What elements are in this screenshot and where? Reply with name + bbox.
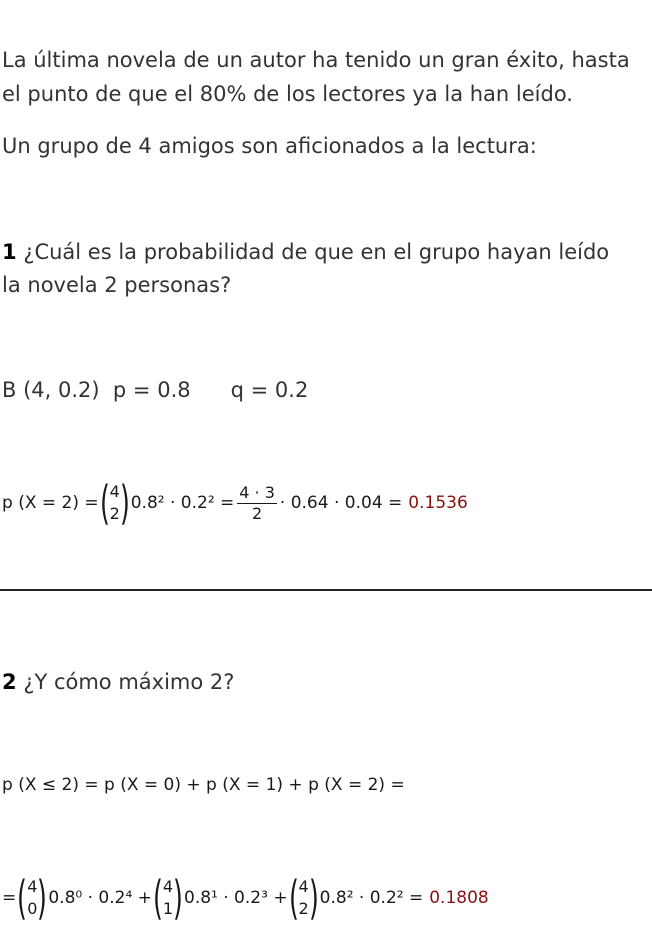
intro-line-3: Un grupo de 4 amigos son aficionados a la lectura: [2, 134, 537, 158]
term-1-powers: 0.8⁰ · 0.2⁴ + [48, 888, 152, 908]
binom-top: 4 [109, 482, 120, 501]
term-3-powers: 0.8² · 0.2² = [319, 888, 424, 908]
question-1-line-1 [2, 235, 609, 269]
question-1-number: 1 [2, 240, 17, 264]
formula-q1-result: 0.1536 [408, 493, 468, 513]
binom-bottom: 2 [109, 504, 120, 523]
formula-q1-powers: 0.8² · 0.2² = [130, 493, 235, 513]
formula-q2-line-1-text: p (X ≤ 2) = p (X = 0) + p (X = 1) + p (X = 2) = [2, 775, 405, 795]
binom-3-bottom: 2 [298, 899, 309, 918]
binomial-coefficient-2: ( 4 1 ) [152, 871, 183, 925]
formula-q2-line-1 [2, 775, 405, 795]
term-2-powers: 0.8¹ · 0.2³ + [184, 888, 288, 908]
question-2-number: 2 [2, 670, 17, 694]
binom-1-top: 4 [27, 877, 38, 896]
binom-1-bottom: 0 [27, 899, 38, 918]
question-1-line-2: la novela 2 personas? [2, 273, 232, 297]
divider [0, 589, 652, 591]
formula-q1-lhs: p (X = 2) = [2, 493, 99, 513]
binomial-coefficient-1: ( 4 0 ) [17, 871, 48, 925]
binomial-parameters: B (4, 0.2) p = 0.8 q = 0.2 [2, 378, 309, 402]
question-2-text: ¿Y cómo máximo 2? [23, 670, 235, 694]
binom-2-top: 4 [162, 877, 174, 896]
question-2 [2, 665, 234, 699]
question-1-text: ¿Cuál es la probabilidad de que en el grupo hayan leído [23, 240, 610, 264]
intro-line-2: el punto de que el 80% de los lectores ya la han leído. [2, 82, 573, 106]
binom-3-top: 4 [298, 877, 309, 896]
binomial-coefficient: ( 4 2 ) [99, 476, 130, 530]
intro-line-1: La última novela de un autor ha tenido un gran éxito, hasta [2, 48, 630, 72]
formula-q1-rest: · 0.64 · 0.04 = [279, 493, 403, 513]
binom-2-bottom: 1 [162, 899, 174, 918]
binomial-coefficient-3: ( 4 2 ) [288, 871, 319, 925]
formula-q2-eq: = [2, 888, 17, 908]
formula-q1 [2, 476, 468, 530]
fraction-denominator: 2 [252, 503, 263, 523]
fraction-numerator: 4 · 3 [239, 482, 275, 502]
fraction [237, 483, 277, 524]
formula-q2-line-2 [2, 871, 489, 925]
formula-q2-result: 0.1808 [429, 888, 489, 908]
